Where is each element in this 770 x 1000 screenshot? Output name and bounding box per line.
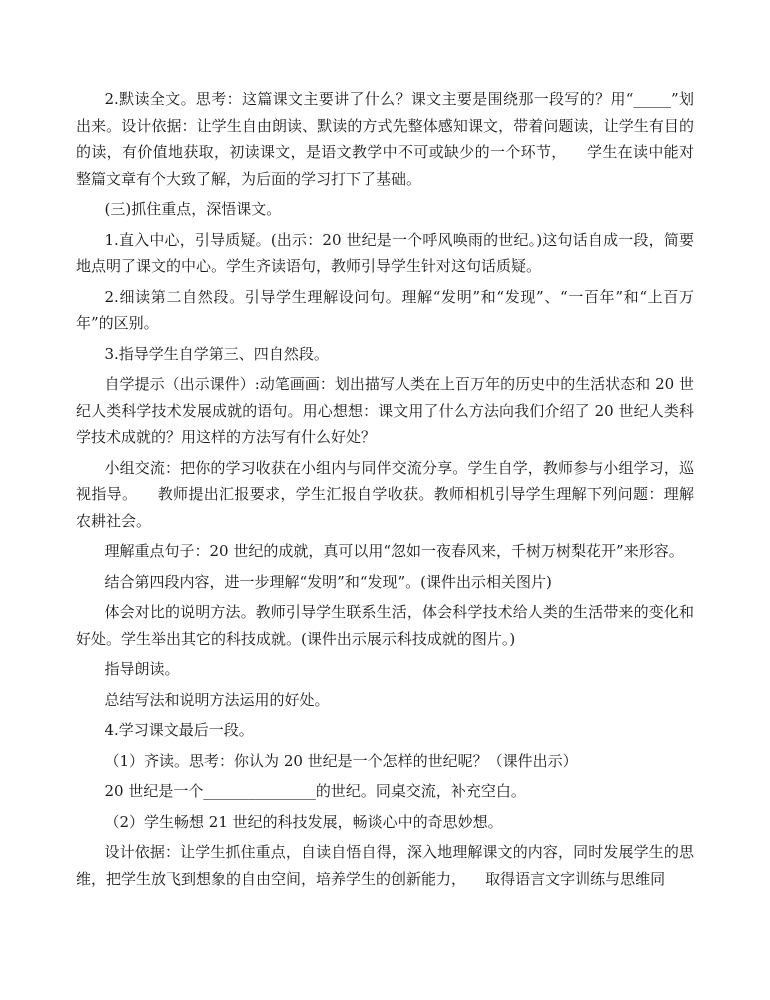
paragraph-step2-silent-reading: 2.默读全文。思考：这篇课文主要讲了什么？课文主要是围绕那一段写的？用“_____”划出来。设计依据：让学生自由朗读、默读的方式先整体感知课文，带着问题读，让学生有目的的读，有价值地获取，初读课文，是语文教学中不可或缺少的一个环节， 学生在读中能对整篇文章有个大致了解，为后面的学习打下了基础。 [76,90,694,188]
paragraph-contrast-method: 体会对比的说明方法。教师引导学生联系生活，体会科学技术给人类的生活带来的变化和好处。学生举出其它的科技成就。(课件出示展示科技成就的图片。) [76,603,694,648]
paragraph-guided-reading: 指导朗读。 [104,660,180,678]
paragraph-fourth-section: 结合第四段内容，进一步理解“发明”和“发现”。(课件出示相关图片) [104,572,552,591]
paragraph-sub1-read-aloud: （1）齐读。思考：你认为 20 世纪是一个怎样的世纪呢？（课件出示） [104,751,578,770]
paragraph-summary: 总结写法和说明方法运用的好处。 [104,690,330,709]
section-heading-3: (三)抓住重点，深悟课文。 [104,200,282,218]
paragraph-group-discussion: 小组交流：把你的学习收获在小组内与同伴交流分享。学生自学，教师参与小组学习，巡视指导。 教师提出汇报要求，学生汇报自学收获。教师相机引导学生理解下列问题：理解农耕社会。 [76,458,694,530]
paragraph-design-rationale: 设计依据：让学生抓住重点，自读自悟自得，深入地理解课文的内容，同时发展学生的思维，把学生放飞到想象的自由空间，培养学生的创新能力， 取得语言文字训练与思维同 [76,843,694,888]
paragraph-sub2-imagine: （2）学生畅想 21 世纪的科技发展，畅谈心中的奇思妙想。 [104,812,503,831]
paragraph-step2-second-section: 2.细读第二自然段。引导学生理解设问句。理解“发明”和“发现”、“一百年”和“上百万年”的区别。 [76,287,694,332]
paragraph-step1-central-idea: 1.直入中心，引导质疑。(出示：20 世纪是一个呼风唤雨的世纪。)这句话自成一段，简要地点明了课文的中心。学生齐读语句，教师引导学生针对这句话质疑。 [76,230,694,275]
paragraph-step4-last-section: 4.学习课文最后一段。 [104,721,254,739]
paragraph-step3-self-study: 3.指导学生自学第三、四自然段。 [104,344,329,363]
paragraph-self-study-hint: 自学提示（出示课件）:动笔画画：划出描写人类在上百万年的历史中的生活状态和 20 世纪人类科学技术发展成就的语句。用心想想：课文用了什么方法向我们介绍了 20 世纪人类科学技术成就的？用这样的方法写有什么好处？ [76,375,694,446]
paragraph-key-sentence: 理解重点句子：20 世纪的成就，真可以用“忽如一夜春风来，千树万树梨花开”来形容。 [104,542,684,560]
paragraph-fill-blank: 20 世纪是一个_______________的世纪。同桌交流，补充空白。 [104,782,526,800]
